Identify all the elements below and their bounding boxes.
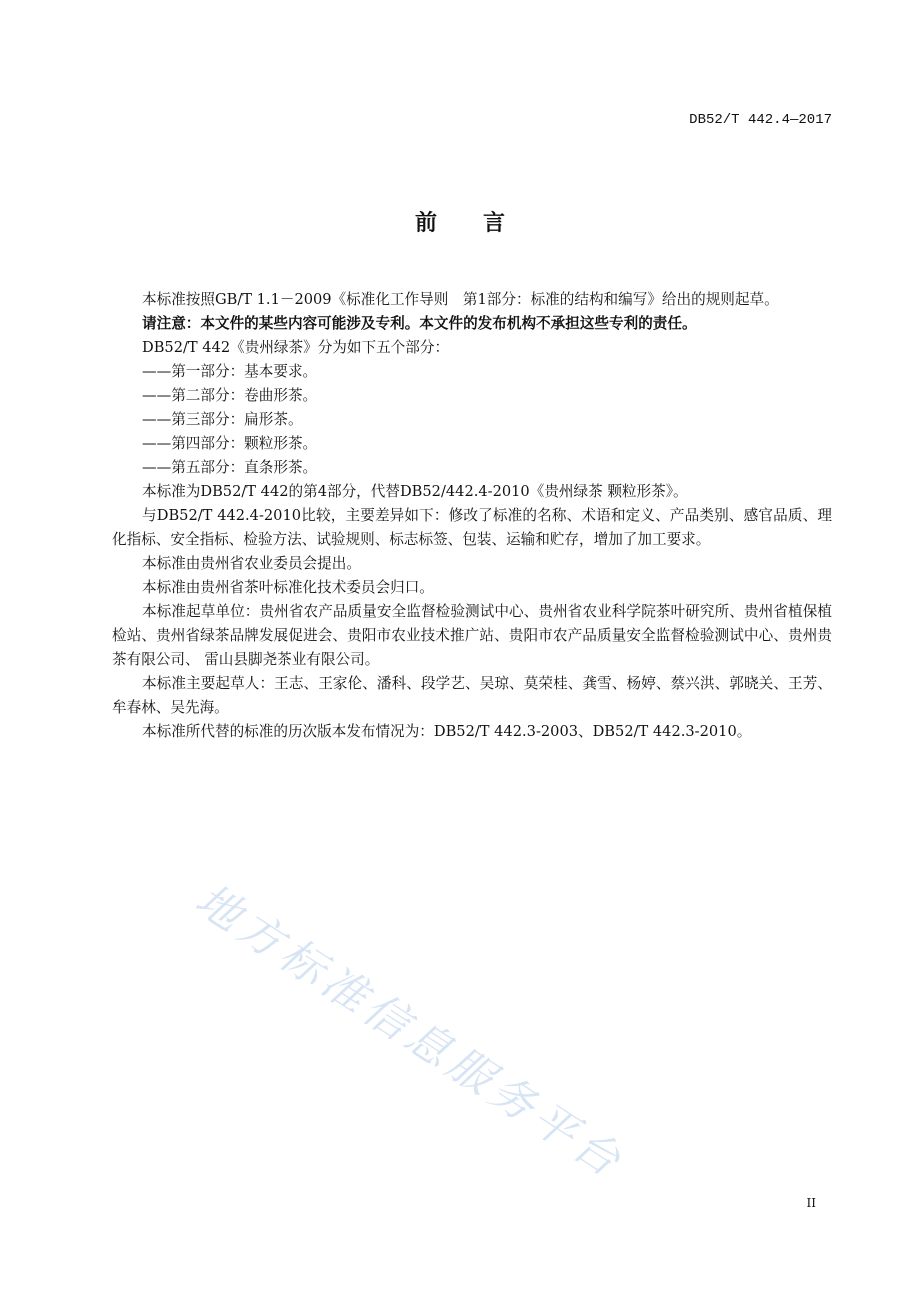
foreword-body (112, 288, 832, 744)
paragraph-parts-intro: DB52/T 442《贵州绿茶》分为如下五个部分： (142, 339, 450, 356)
standard-code: DB52/T 442.4—2017 (689, 112, 832, 128)
paragraph-changes: 与DB52/T 442.4-2010比较，主要差异如下：修改了标准的名称、术语和定义、产品类别、感官品质、理化指标、安全指标、检验方法、试验规则、标志标签、包装、运输和贮存，增加了加工要求。 (112, 507, 832, 548)
list-item-part-4: ——第四部分：颗粒形茶。 (142, 435, 318, 452)
list-item-part-5: ——第五部分：直条形茶。 (142, 459, 318, 476)
list-item-part-3: ——第三部分：扁形茶。 (142, 411, 303, 428)
paragraph-proposed: 本标准由贵州省农业委员会提出。 (142, 555, 361, 572)
list-item-part-2: ——第二部分：卷曲形茶。 (142, 387, 318, 404)
list-item-part-1: ——第一部分：基本要求。 (142, 363, 318, 380)
paragraph-drafting-units: 本标准起草单位：贵州省农产品质量安全监督检验测试中心、贵州省农业科学院茶叶研究所、贵州省植保植检站、贵州省绿茶品牌发展促进会、贵阳市农业技术推广站、贵阳市农产品质量安全监督检验测试中心、贵州贵茶有限公司、 雷山县脚尧茶业有限公司。 (112, 603, 832, 668)
page-title: 前言 (414, 211, 551, 236)
watermark: 地方标准信息服务平台 (186, 874, 634, 1190)
paragraph-patent-notice: 请注意：本文件的某些内容可能涉及专利。本文件的发布机构不承担这些专利的责任。 (142, 315, 697, 332)
paragraph-managed: 本标准由贵州省茶叶标准化技术委员会归口。 (142, 579, 434, 596)
paragraph-basis: 本标准按照GB/T 1.1－2009《标准化工作导则 第1部分：标准的结构和编写》给出的规则起草。 (142, 291, 779, 308)
paragraph-replaces: 本标准为DB52/T 442的第4部分，代替DB52/442.4-2010《贵州绿茶 颗粒形茶》。 (142, 483, 688, 500)
paragraph-history: 本标准所代替的标准的历次版本发布情况为：DB52/T 442.3-2003、DB52/T 442.3-2010。 (142, 723, 752, 740)
paragraph-drafters: 本标准主要起草人：王志、王家伦、潘科、段学艺、吴琼、莫荣桂、龚雪、杨婷、蔡兴洪、郭晓关、王芳、牟春林、吴先海。 (112, 675, 832, 716)
page-number: II (806, 1196, 816, 1210)
